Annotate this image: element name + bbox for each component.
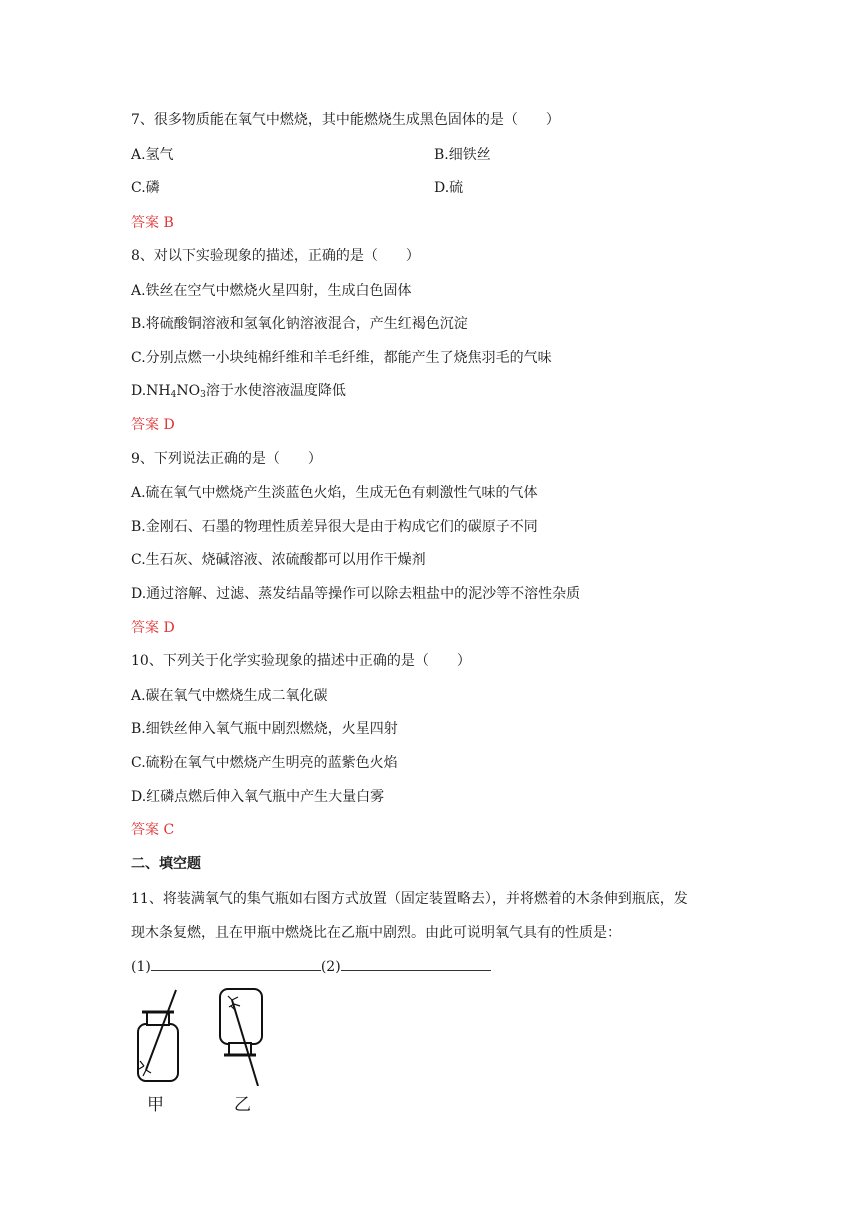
question-10-option-d: D.红磷点燃后伸入氧气瓶中产生大量白雾 [131, 789, 385, 805]
question-7-option-c: C.磷 [131, 180, 160, 196]
bottle-yi-body [220, 989, 262, 1044]
option-d-text-mid: NO [176, 383, 201, 399]
blank-2-label: (2) [320, 959, 341, 975]
question-7-option-a: A.氢气 [131, 147, 174, 163]
question-10-answer: 答案 C [131, 822, 175, 838]
blank-1-label: (1) [131, 959, 151, 975]
question-9-option-a: A.硫在氧气中燃烧产生淡蓝色火焰，生成无色有刺激性气味的气体 [131, 485, 538, 501]
question-9-option-d: D.通过溶解、过滤、蒸发结晶等操作可以除去粗盐中的泥沙等不溶性杂质 [131, 586, 581, 602]
question-8-option-a: A.铁丝在空气中燃烧火星四射，生成白色固体 [131, 283, 412, 299]
subscript-4: 4 [170, 390, 177, 400]
question-8-answer: 答案 D [131, 417, 175, 433]
section-heading: 二、填空题 [131, 856, 201, 872]
question-7-option-d: D.硫 [434, 180, 464, 196]
question-9-answer: 答案 D [131, 620, 175, 636]
question-9-option-b: B.金刚石、石墨的物理性质差异很大是由于构成它们的碳原子不同 [131, 519, 538, 535]
question-9-stem: 9、下列说法正确的是（ ） [131, 451, 322, 467]
question-10-option-b: B.细铁丝伸入氧气瓶中剧烈燃烧，火星四射 [131, 721, 398, 737]
option-d-text: D.NH [131, 383, 171, 399]
question-11-stem-line1: 11、将装满氧气的集气瓶如右图方式放置（固定装置略去），并将燃着的木条伸到瓶底，发 [131, 891, 688, 907]
question-11-stem-line2: 现木条复燃，且在甲瓶中燃烧比在乙瓶中剧烈。由此可说明氧气具有的性质是： [131, 925, 621, 941]
question-7-option-b: B.细铁丝 [434, 147, 491, 163]
bottle-jia-body [138, 1024, 178, 1081]
blank-1-field[interactable] [151, 956, 321, 971]
question-8-stem: 8、对以下实验现象的描述，正确的是（ ） [131, 248, 420, 264]
blank-2-field[interactable] [341, 956, 491, 971]
question-8-option-b: B.将硫酸铜溶液和氢氧化钠溶液混合，产生红褐色沉淀 [131, 316, 468, 332]
question-8-option-c: C.分别点燃一小块纯棉纤维和羊毛纤维，都能产生了烧焦羽毛的气味 [131, 350, 552, 366]
question-8-option-d [131, 381, 346, 401]
bottle-jia [138, 990, 178, 1081]
option-d-text-suffix: 溶于水使溶液温度降低 [205, 383, 346, 399]
question-10-stem: 10、下列关于化学实验现象的描述中正确的是（ ） [131, 653, 471, 669]
question-7-stem: 7、很多物质能在氧气中燃烧，其中能燃烧生成黑色固体的是（ ） [131, 112, 560, 128]
gas-bottle-diagram [128, 986, 288, 1086]
gas-bottle-figure [128, 986, 288, 1116]
question-7-answer: 答案 B [131, 215, 174, 231]
bottle-yi [220, 989, 262, 1086]
label-yi: 乙 [234, 1095, 251, 1115]
subscript-3: 3 [200, 390, 206, 400]
question-10-option-a: A.碳在氧气中燃烧生成二氧化碳 [131, 688, 328, 704]
question-11-blanks [131, 956, 491, 977]
label-jia: 甲 [147, 1095, 164, 1115]
question-9-option-c: C.生石灰、烧碱溶液、浓硫酸都可以用作干燥剂 [131, 552, 426, 568]
question-10-option-c: C.硫粉在氧气中燃烧产生明亮的蓝紫色火焰 [131, 755, 398, 771]
